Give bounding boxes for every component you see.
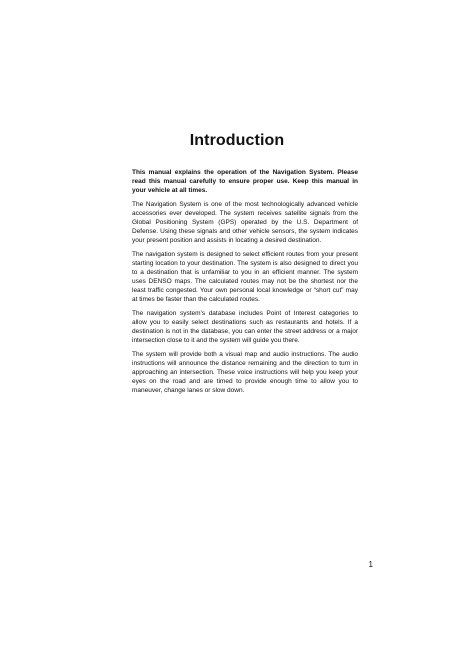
page-title: Introduction [189,132,285,149]
page-number: 1 [368,560,373,569]
paragraph-database: The navigation system’s database includes Point of Interest categories to allow you to easily select destinations such as restaurants and hotels. If a destination is not in the database, you can enter the street address or a major intersection close to it and the system will guide you there. [132,310,358,344]
intro-paragraph: This manual explains the operation of the Navigation System. Please read this manual carefully to ensure proper use. Keep this manual in your vehicle at all times. [132,169,358,194]
paragraph-routes: The navigation system is designed to select efficient routes from your present starting location to your destination. The system is also designed to direct you to a destination that is unfamiliar to you in an efficient manner. The system uses DENSO maps. The calculated routes may not be the shortest nor the least traffic congested. Your own personal local knowledge or “short cut” may at times be faster than the calculated routes. [132,251,358,303]
paragraph-audio: The system will provide both a visual map and audio instructions. The audio instructions will announce the distance remaining and the direction to turn in approaching an intersection. These voice instructions will help you keep your eyes on the road and are timed to provide enough time to allow you to maneuver, change lanes or slow down. [132,351,358,394]
body-text [132,168,358,400]
paragraph-gps: The Navigation System is one of the most technologically advanced vehicle accessories ever developed. The system receives satellite signals from the Global Positioning System (GPS) operated by the U.S. Department of Defense. Using these signals and other vehicle sensors, the system indicates your present position and assists in locating a desired destination. [132,201,358,244]
